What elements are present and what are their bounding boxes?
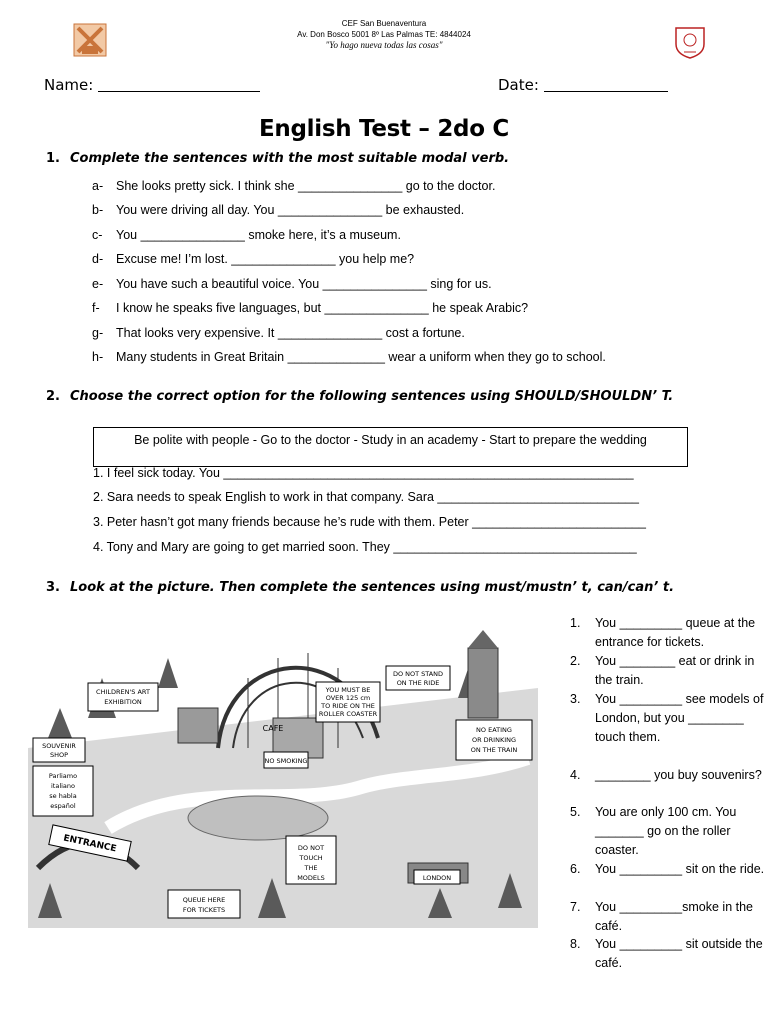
s1-text: You were driving all day. You _______________ be exhausted. [116,203,465,217]
name-line[interactable] [98,91,260,92]
s1-mark: h- [92,350,104,364]
svg-text:NO EATING: NO EATING [476,726,512,734]
s1-mark: e- [92,277,104,291]
s3-item [570,803,760,861]
svg-text:se habla: se habla [49,792,77,800]
svg-text:Parliamo: Parliamo [48,772,78,780]
school-crest [672,22,708,60]
svg-text:THE: THE [304,864,318,872]
svg-text:ENTRANCE: ENTRANCE [62,833,118,855]
s3-number: 4. [570,768,581,782]
s1-item [92,300,528,316]
s3-text: You are only 100 cm. You _______ go on the roller coaster. [595,805,737,857]
svg-text:MODELS: MODELS [297,874,325,882]
s1-text: I know he speaks five languages, but _______________ he speak Arabic? [116,301,529,315]
s1-text: You _______________ smoke here, it’s a museum. [116,228,401,242]
s1-text: Many students in Great Britain ______________ wear a uniform when they go to school. [116,350,606,364]
s1-mark: c- [92,228,103,242]
section-1-heading [46,151,509,166]
s1-mark: b- [92,203,104,217]
svg-text:TOUCH: TOUCH [299,854,323,862]
s2-item: 1. I feel sick today. You ___________________________________________________________ [93,466,634,480]
name-field[interactable] [44,76,260,94]
s1-item [92,349,606,365]
s3-text: ________ you buy souvenirs? [595,768,762,782]
s1-mark: f- [92,301,100,315]
section-3-instruction: Look at the picture. Then complete the sentences using must/mustn’ t, can/can’ t. [70,580,675,595]
theme-park-illustration [28,628,538,928]
s1-item [92,178,495,194]
svg-text:EXHIBITION: EXHIBITION [104,698,142,706]
s1-item [92,227,401,243]
s1-text: Excuse me! I’m lost. _______________ you help me? [116,252,415,266]
svg-text:CHILDREN'S ART: CHILDREN'S ART [96,688,150,696]
section-2-instruction: Choose the correct option for the following sentences using SHOULD/SHOULDN’ T. [70,389,674,404]
svg-text:NO SMOKING: NO SMOKING [264,757,308,765]
section-1-number: 1. [46,151,60,166]
options-text: Be polite with people - Go to the doctor - Study in an academy - Start to prepare the wedding [134,433,647,447]
svg-text:ON THE RIDE: ON THE RIDE [396,679,440,687]
svg-text:español: español [50,802,76,810]
svg-text:DO NOT: DO NOT [297,844,325,852]
s1-mark: a- [92,179,104,193]
name-label: Name: [44,76,94,94]
school-header [0,18,768,51]
svg-text:DO NOT STAND: DO NOT STAND [392,670,444,678]
s3-number: 8. [570,937,581,951]
svg-text:ON THE TRAIN: ON THE TRAIN [470,746,518,754]
s1-text: She looks pretty sick. I think she _______________ go to the doctor. [116,179,496,193]
s3-text: You ________ eat or drink in the train. [595,654,755,687]
svg-text:OVER 125 cm: OVER 125 cm [325,694,371,702]
date-line[interactable] [544,91,668,92]
s1-item [92,251,414,267]
svg-text:CAFE: CAFE [262,724,284,733]
s1-text: That looks very expensive. It _______________ cost a fortune. [116,326,465,340]
svg-text:FOR TICKETS: FOR TICKETS [182,906,226,914]
s3-item [570,860,765,900]
s3-number: 2. [570,654,581,668]
s1-item [92,325,465,341]
svg-text:YOU MUST BE: YOU MUST BE [325,686,371,694]
s3-text: You _________ sit on the ride. [595,862,765,876]
school-name: CEF San Buenaventura [341,19,427,28]
s3-item [570,935,763,975]
section-3-heading [46,580,674,595]
svg-text:ROLLER COASTER: ROLLER COASTER [318,710,378,718]
s3-number: 7. [570,900,581,914]
section-3-number: 3. [46,580,60,595]
svg-text:TO RIDE ON THE: TO RIDE ON THE [321,702,375,710]
svg-text:OR DRINKING: OR DRINKING [471,736,517,744]
s3-item [570,690,764,766]
section-2-number: 2. [46,389,60,404]
svg-text:LONDON: LONDON [422,874,452,882]
date-label: Date: [498,76,539,94]
s1-mark: d- [92,252,104,266]
s3-number: 1. [570,616,581,630]
s3-text: You _________smoke in the café. [595,900,754,933]
s3-item [570,766,760,806]
s3-number: 6. [570,862,581,876]
s3-number: 5. [570,805,581,819]
svg-text:italiano: italiano [50,782,76,790]
options-box [93,427,688,467]
s2-item: 2. Sara needs to speak English to work in that company. Sara _____________________________ [93,490,640,504]
section-2-heading [46,389,673,404]
s1-text: You have such a beautiful voice. You _______________ sing for us. [116,277,492,291]
date-field[interactable] [498,76,668,94]
svg-text:SHOP: SHOP [49,751,69,759]
s1-item [92,202,464,218]
section-1-instruction: Complete the sentences with the most suitable modal verb. [70,151,510,166]
school-address: Av. Don Bosco 5001 8º Las Palmas TE: 4844024 [297,30,471,39]
svg-text:QUEUE HERE: QUEUE HERE [182,896,226,904]
svg-text:SOUVENIR: SOUVENIR [42,742,76,750]
school-motto: "Yo hago nueva todas las cosas" [325,40,443,50]
s3-text: You _________ queue at the entrance for tickets. [595,616,756,649]
s3-number: 3. [570,692,581,706]
s3-text: You _________ sit outside the café. [595,937,763,970]
s3-item [570,652,760,692]
s1-mark: g- [92,326,104,340]
s2-item: 4. Tony and Mary are going to get married soon. They ___________________________________ [93,540,637,554]
s3-item [570,898,760,938]
s3-text: You _________ see models of London, but you ________ touch them. [595,692,764,744]
test-title: English Test – 2do C [259,116,509,142]
s1-item [92,276,492,292]
s2-item: 3. Peter hasn’t got many friends because he’s rude with them. Peter _________________________ [93,515,646,529]
s3-item [570,614,760,654]
